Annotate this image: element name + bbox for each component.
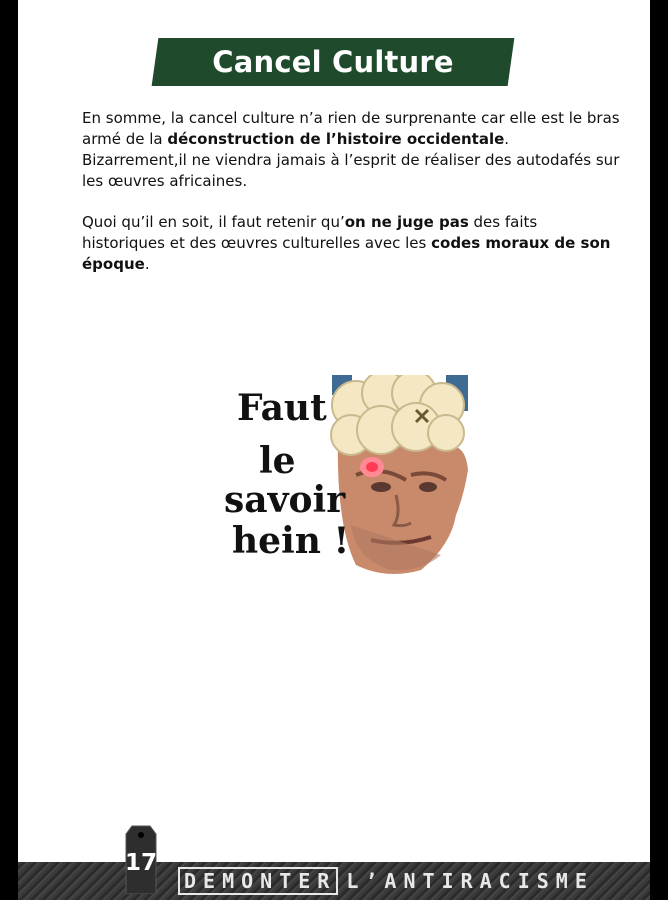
p1-end: . [504, 130, 510, 148]
body-text [82, 108, 622, 275]
footer-title [178, 866, 594, 896]
meme-line-4: hein ! [232, 520, 350, 562]
p1-bold: déconstruction de l’histoire occidentale [167, 130, 505, 148]
document-page [18, 0, 650, 900]
p2-text: Bizarrement,il ne viendra jamais à l’esprit de réaliser des autodafés sur les œuvres africaines. [82, 151, 620, 190]
paragraph-2 [82, 212, 622, 275]
p3-end: . [144, 255, 150, 273]
p3-bold-1: on ne juge pas [344, 213, 469, 231]
meme-line-2: le [259, 440, 296, 482]
footer-boxed-word: DEMONTER [178, 867, 338, 895]
p3-text: Quoi qu’il en soit, il faut retenir qu’ [82, 213, 345, 231]
page-number: 17 [124, 850, 157, 876]
paragraph-1 [82, 108, 622, 192]
meme-image [206, 375, 468, 580]
p3-bold-2: codes moraux de son époque [82, 234, 611, 273]
page-title: Cancel Culture [212, 45, 454, 79]
meme-line-1: Faut [237, 387, 327, 429]
meme-line-3: savoir [224, 479, 346, 521]
p3-text-2: des faits historiques et des œuvres culturelles avec les [82, 213, 538, 252]
p1-text: En somme, la cancel culture n’a rien de surprenante car elle est le bras armé de la [82, 109, 620, 148]
footer-rest-word: L’ANTIRACISME [346, 869, 594, 893]
